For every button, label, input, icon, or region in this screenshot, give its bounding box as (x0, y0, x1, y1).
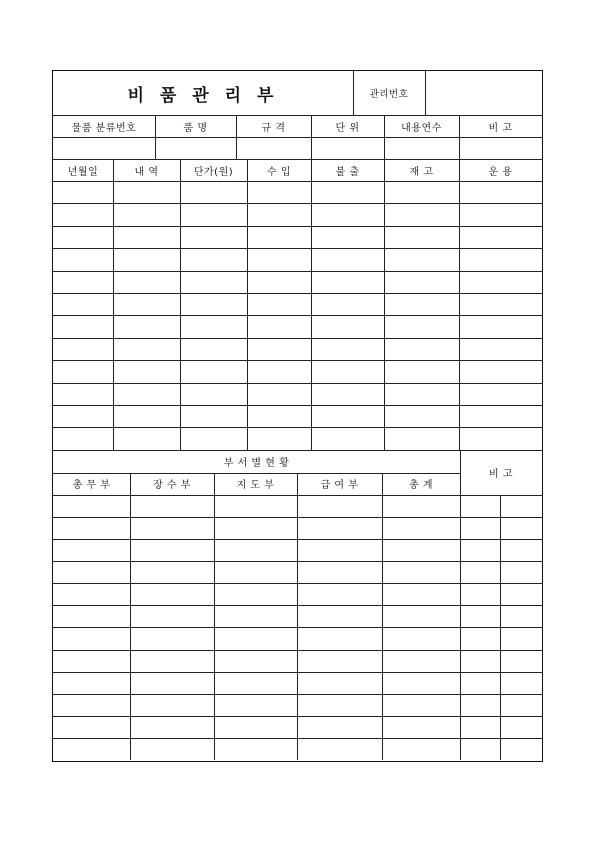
ledger-row[interactable] (53, 181, 542, 203)
department-row[interactable] (53, 583, 542, 605)
ledger-row[interactable] (53, 293, 542, 315)
ledger-row[interactable] (53, 360, 542, 382)
ledger-row[interactable] (53, 271, 542, 293)
department-status-title: 부 서 별 현 황 (223, 457, 290, 469)
department-row[interactable] (53, 605, 542, 627)
item-info-value[interactable] (53, 137, 155, 159)
ledger-row[interactable] (53, 405, 542, 427)
department-row[interactable] (53, 539, 542, 561)
department-header: 총 무 부 (72, 480, 111, 492)
ledger-header: 운 용 (488, 166, 513, 178)
item-info-value[interactable] (155, 137, 236, 159)
ledger-row[interactable] (53, 248, 542, 270)
item-info-header: 물품 분류번호 (71, 122, 137, 134)
department-row[interactable] (53, 738, 542, 760)
ledger-row[interactable] (53, 315, 542, 337)
item-info-value[interactable] (311, 137, 384, 159)
management-number-label: 관리번호 (369, 89, 409, 100)
department-header: 지 도 부 (236, 480, 275, 492)
management-number-field[interactable] (425, 71, 542, 115)
item-info-value[interactable] (459, 137, 542, 159)
department-header: 장 수 부 (153, 480, 191, 492)
department-row[interactable] (53, 694, 542, 716)
ledger-header: 수 입 (267, 166, 291, 178)
item-info-header: 내용연수 (401, 122, 442, 134)
department-row[interactable] (53, 672, 542, 694)
ledger-row[interactable] (53, 203, 542, 225)
item-info-header: 규 격 (261, 122, 286, 134)
department-row[interactable] (53, 517, 542, 539)
ledger-row[interactable] (53, 338, 542, 360)
department-remark-header: 비 고 (489, 468, 513, 480)
form-title: 비 품 관 리 부 (127, 85, 279, 106)
ledger-row[interactable] (53, 383, 542, 405)
item-info-value[interactable] (236, 137, 311, 159)
department-header: 총 계 (409, 480, 433, 492)
ledger-header: 불 출 (335, 166, 360, 178)
item-info-value[interactable] (384, 137, 459, 159)
ledger-header: 재 고 (409, 166, 434, 178)
asset-ledger-form (52, 70, 543, 762)
department-row[interactable] (53, 650, 542, 672)
department-row[interactable] (53, 495, 542, 517)
ledger-row[interactable] (53, 226, 542, 248)
ledger-header: 단가(원) (193, 166, 234, 178)
department-row[interactable] (53, 627, 542, 649)
department-row[interactable] (53, 716, 542, 738)
item-info-header: 비 고 (488, 122, 513, 134)
ledger-row[interactable] (53, 427, 542, 449)
ledger-header: 년월일 (67, 166, 99, 178)
item-info-header: 품 명 (183, 122, 208, 134)
item-info-header: 단 위 (335, 122, 360, 134)
department-header: 급 여 부 (320, 480, 359, 492)
ledger-header: 내 역 (134, 166, 159, 178)
department-row[interactable] (53, 561, 542, 583)
